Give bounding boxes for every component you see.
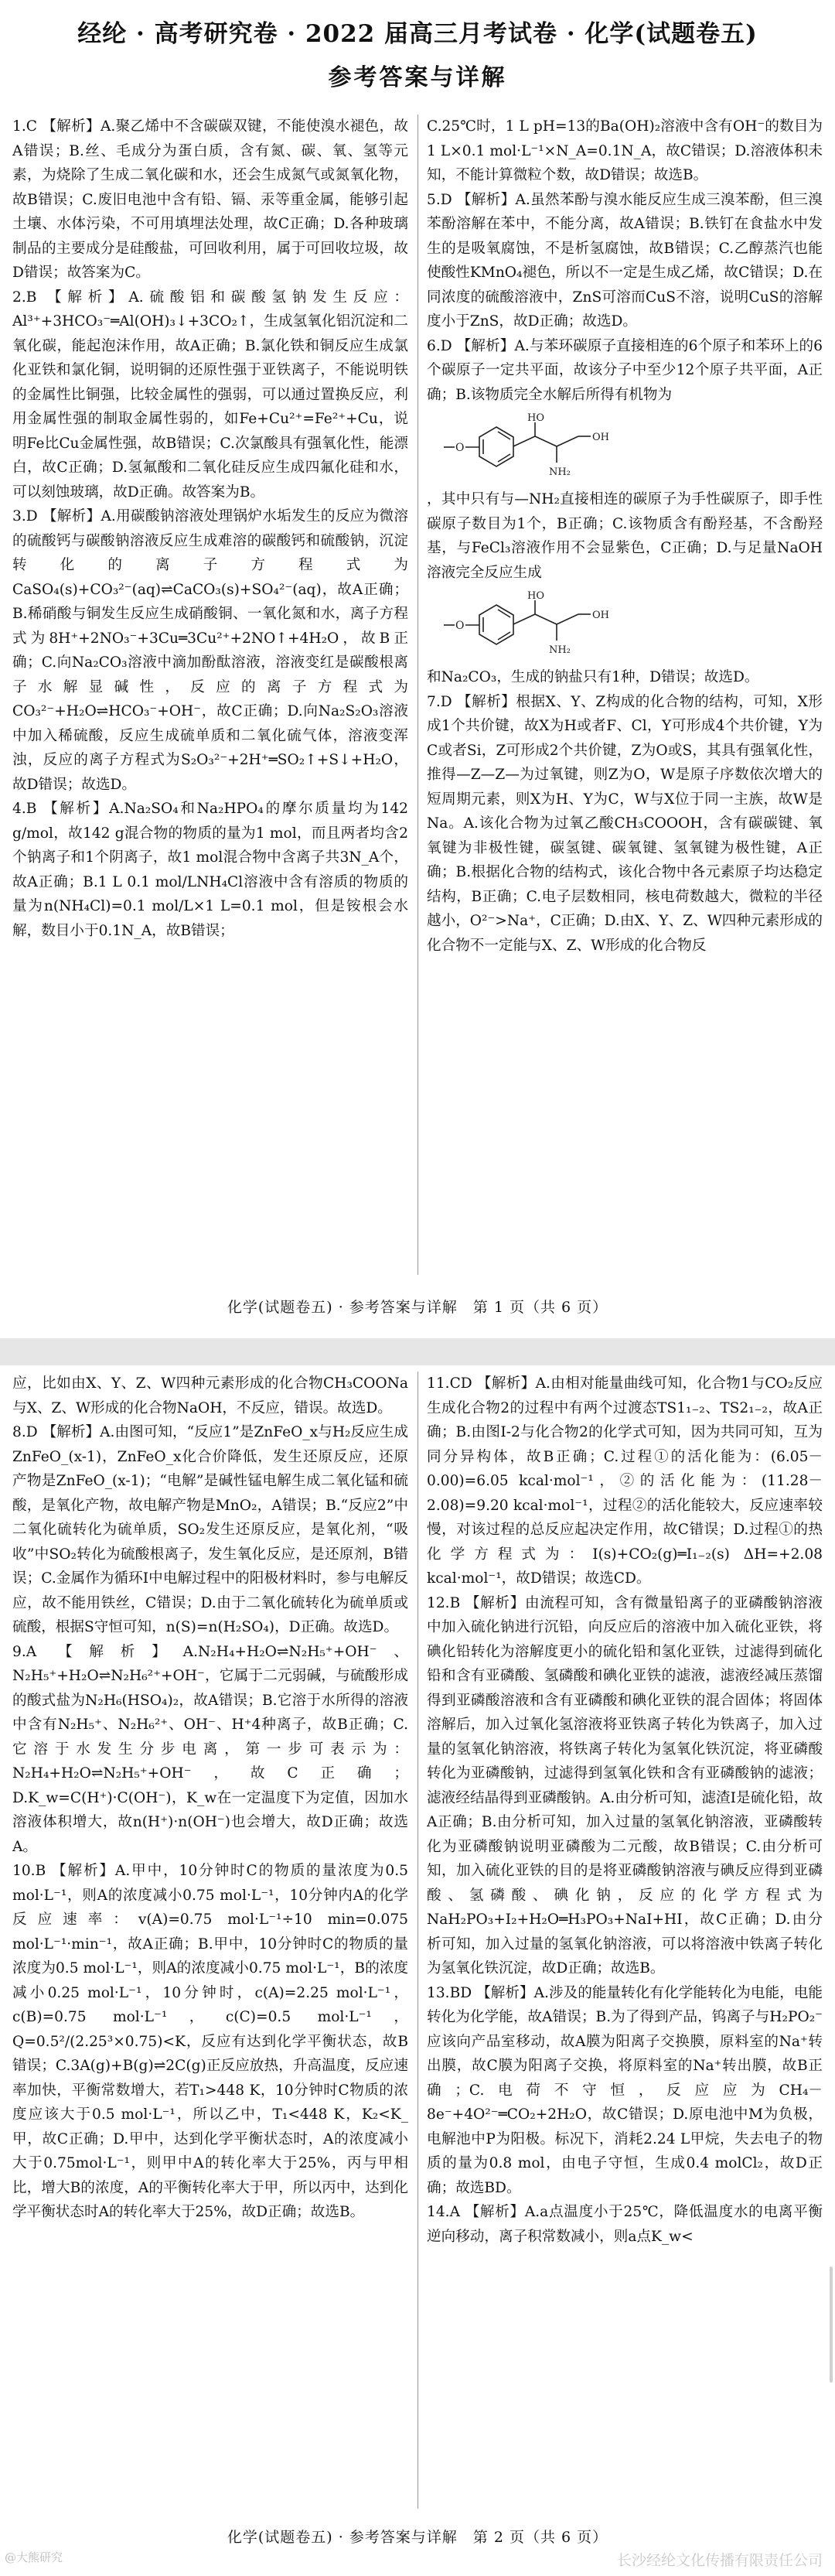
page-subtitle: 参考答案与详解 (328, 64, 507, 91)
page-header (0, 0, 835, 92)
watermark-left: @大熊研究 (5, 2550, 63, 2564)
svg-text:O: O (455, 442, 465, 454)
page-title: 经纶 · 高考研究卷 · 2022 届高三月考试卷 · 化学(试题卷五) (77, 20, 758, 48)
left-column (12, 114, 408, 1275)
answer-q2: 2.B 【解析】A.硫酸铝和碳酸氢钠发生反应：Al³⁺+3HCO₃⁻═Al(OH)₃↓+3CO₂↑，生成氢氧化铝沉淀和二氧化碳，能起泡沫作用，故A正确；B.氯化铁和铜反应生成氯化亚铁和氯化铜，说明铜的还原性强于亚铁离子，不能说明铁的金属性比铜强，比较金属性的强弱，可以通过置换反应，利用金属性强的制取金属性弱的，如Fe+Cu²⁺=Fe²⁺+Cu，说明Fe比Cu金属性强，故B错误；C.次氯酸具有强氧化性，能漂白，故C正确；D.氢氟酸和二氧化硅反应生成四氟化硅和水，可以刻蚀玻璃，故D正确。故答案为B。 (12, 289, 408, 501)
page-gap (0, 1338, 835, 1365)
page-footer: 化学(试题卷五) · 参考答案与详解 第 2 页（共 6 页） (227, 2529, 608, 2546)
answer-q4-continued: C.25℃时，1 L pH=13的Ba(OH)₂溶液中含有OH⁻的数目为1 L×0.1 mol·L⁻¹×N_A=0.1N_A，故C错误；D.溶液体积未知，不能计算微粒个数，故D错误；故选B。 (427, 118, 823, 183)
svg-text:OH: OH (592, 432, 609, 443)
answer-q14: 14.A 【解析】A.a点温度小于25℃，降低温度水的电离平衡逆向移动，离子积常数减小，则a点K_w< (427, 2204, 823, 2245)
answer-q4: 4.B 【解析】A.Na₂SO₄和Na₂HPO₄的摩尔质量均为142 g/mol，故142 g混合物的物质的量为1 mol，而且两者均含2个钠离子和1个阴离子，故1 mol混合物中含离子共3N_A个，故A正确；B.1 L 0.1 mol/LNH₄Cl溶液中含有溶质的物质的量为n(NH₄Cl)=0.1 mol/L×1 L=0.1 mol，但是铵根会水解，数目小于0.1N_A，故B错误； (12, 801, 408, 939)
answer-q7: 7.D 【解析】根据X、Y、Z构成的化合物的结构，可知，X形成1个共价键，故X为H或者F、Cl，Y可形成4个共价键，Y为C或者Si，Z可形成2个共价键，Z为O或S，其具有强氧化性，推得—Z—Z—为过氧键，则Z为O，W是原子序数依次增大的短周期元素，则X为H、Y为C，W与X位于同一主族，故W是Na。A.该化合物为过氧乙酸CH₃COOOH，含有碳碳键、氧氧键为非极性键，碳氢键、碳氧键、氢氧键为极性键，A正确；B.根据化合物的结构式，该化合物中各元素原子均达稳定结构，B正确；C.电子层数相同，核电荷数越大，微粒的半径越小，O²⁻>Na⁺，C正确；D.由X、Y、Z、W四种元素形成的化合物不一定能与X、Z、W形成的化合物反 (427, 693, 823, 954)
answer-q1: 1.C 【解析】A.聚乙烯中不含碳碳双键，不能使溴水褪色，故A错误；B.丝、毛成分为蛋白质，含有氮、碳、氧、氢等元素，为烧除了生成二氧化碳和水，还会生成氮气或氮氧化物，故B错误；C.废旧电池中含有铅、镉、汞等重金属，能够引起土壤、水体污染，不可用填埋法处理，故C正确；D.各种玻璃制品的主要成分是硅酸盐，可回收利用，属于可回收垃圾，故D错误；故答案为C。 (12, 118, 408, 281)
watermark-right: 长沙经纶文化传播有限责任公司 (616, 2552, 823, 2569)
svg-text:NH₂: NH₂ (549, 644, 571, 656)
answer-q12: 12.B 【解析】由流程可知，含有微量铅离子的亚磷酸钠溶液中加入硫化钠进行沉铅，向反应后的溶液中加入硫化亚铁，将碘化铅转化为溶解度更小的硫化铅和氢化亚铁，过滤得到硫化铅和含有亚磷酸、氢磷酸和碘化亚铁的滤液，滤液经减压蒸馏得到亚磷酸溶液和含有亚磷酸和碘化亚铁的混合固体；将固体溶解后，加入过氧化氢溶液将亚铁离子转化为铁离子，加入过量的氢氧化钠溶液，将铁离子转化为氢氧化铁沉淀，将亚磷酸转化为亚磷酸钠，过滤得到氢氧化铁和含有亚磷酸钠的滤液；滤液经结晶得到亚磷酸钠。A.由分析可知，滤渣I是硫化铅，故A正确；B.由分析可知，加入过量的氢氧化钠溶液，亚磷酸转化为亚磷酸钠说明亚磷酸为二元酸，故B错误；C.由分析可知，加入硫化亚铁的目的是将亚磷酸钠溶液与碘反应得到亚磷酸、氢磷酸、碘化钠，反应的化学方程式为NaH₂PO₃+I₂+H₂O═H₃PO₃+NaI+HI，故C正确；D.由分析可知，加入过量的氢氧化钠溶液，可以将溶液中铁离子转化为氢氧化铁沉淀，故D正确；故选B。 (427, 1594, 823, 1976)
answer-q7-continued: 应，比如由X、Y、Z、W四种元素形成的化合物CH₃COONa与X、Z、W形成的化合物NaOH，不反应，错误。故选D。 (12, 1375, 408, 1416)
scrollbar-thumb[interactable] (830, 2267, 833, 2383)
right-column (427, 114, 823, 1275)
svg-text:OH: OH (592, 610, 609, 621)
left-column (12, 1372, 408, 2509)
two-column-body (12, 1372, 823, 2509)
answer-q6-part-b: ，其中只有与—NH₂直接相连的碳原子为手性碳原子，即手性碳原子数目为1个，B正确；C.该物质含有酚羟基，不含酚羟基，与FeCl₃溶液作用不会显紫色，C正确；D.与足量NaOH溶液完全反应生成 (427, 491, 823, 581)
answer-q5: 5.D 【解析】A.虽然苯酚与溴水能反应生成三溴苯酚，但三溴苯酚溶解在苯中，不能分离，故A错误；B.铁钉在食盐水中发生的是吸氧腐蚀，不是析氢腐蚀，故B错误；C.乙醇蒸汽也能使酸性KMnO₄褪色，所以不一定是生成乙烯，故C错误；D.在同浓度的硫酸溶液中，ZnS可溶而CuS不溶，说明CuS的溶解度小于ZnS，故D正确；故选D。 (427, 191, 823, 330)
page-footer: 化学(试题卷五) · 参考答案与详解 第 1 页（共 6 页） (227, 1299, 608, 1316)
answer-q11: 11.CD 【解析】A.由相对能量曲线可知，化合物1与CO₂反应生成化合物2的过程中有两个过渡态TS1₁₋₂、TS2₁₋₂，故A正确；B.由图I-2与化合物2的化学式可知，因为共同可知，互为同分异构体，故B正确；C.过程①的活化能为：(6.05－0.00)=6.05 kcal·mol⁻¹，②的活化能为：(11.28－2.08)=9.20 kcal·mol⁻¹，过程②的活化能较大，反应速率较慢，对该过程的总反应起决定作用，故C错误；D.过程①的热化学方程式为：I(s)+CO₂(g)═I₁₋₂(s) ΔH=+2.08 kcal·mol⁻¹，故D错误；故选CD。 (427, 1375, 823, 1587)
right-column (427, 1372, 823, 2509)
two-column-body (12, 114, 823, 1275)
answer-q13: 13.BD 【解析】A.涉及的能量转化有化学能转化为电能，电能转化为化学能，故A错误；B.为了得到产品，钨离子与H₂PO₂⁻应该向产品室移动，故A膜为阳离子交换膜，原料室的Na⁺转出膜，故C膜为阳离子交换，将原料室的Na⁺转出膜，故B正确；C.电荷不守恒，反应应为CH₄－8e⁻+4O²⁻═CO₂+2H₂O，故C错误；D.原电池中M为负极，电解池中P为阳极。标况下，消耗2.24 L甲烷，失去电子的物质的量为0.8 mol，由电子守恒，生成0.4 molCl₂，故D正确；故选BD。 (427, 1984, 823, 2196)
svg-text:HO: HO (527, 412, 544, 424)
svg-text:HO: HO (527, 590, 544, 602)
answer-q3: 3.D 【解析】A.用碳酸钠溶液处理锅炉水垢发生的反应为微溶的硫酸钙与碳酸钠溶液反应生成难溶的碳酸钙和硫酸钠，沉淀转化的离子方程式为CaSO₄(s)+CO₃²⁻(aq)⇌CaCO₃(s)+SO₄²⁻(aq)，故A正确；B.稀硝酸与铜发生反应生成硝酸铜、一氧化氮和水，离子方程式为8H⁺+2NO₃⁻+3Cu═3Cu²⁺+2NO↑+4H₂O，故B正确；C.向Na₂CO₃溶液中滴加酚酞溶液，溶液变红是碳酸根离子水解显碱性，反应的离子方程式为CO₃²⁻+H₂O⇌HCO₃⁻+OH⁻，故C正确；D.向Na₂S₂O₃溶液中加入稀硫酸，反应生成硫单质和二氧化硫气体，溶液变浑浊，反应的离子方程式为S₂O₃²⁻+2H⁺═SO₂↑+S↓+H₂O，故D错误；故选D。 (12, 508, 408, 793)
hydrolysis-product-structure (427, 412, 823, 483)
answer-q8: 8.D 【解析】A.由图可知，“反应1”是ZnFeO_x与H₂反应生成ZnFeO_(x-1)，ZnFeO_x化合价降低，发生还原反应，还原产物是ZnFeO_(x-1)；“电解”是碱性锰电解生成二氧化锰和硫酸，是氧化产物，故电解产物是MnO₂，A错误；B.“反应2”中二氧化硫转化为硫单质，SO₂发生还原反应，是氧化剂，“吸收”中SO₂转化为硫酸根离子，发生氧化反应，是还原剂，B错误；C.金属作为循环I中电解过程中的阳极材料时，参与电解反应，故不能用铁丝，C错误；D.由于二氧化硫转化为硫单质或硫酸，根据S守恒可知，n(S)=n(H₂SO₄)，D正确。故选D。 (12, 1424, 408, 1635)
answer-q9: 9.A 【解析】A.N₂H₄+H₂O⇌N₂H₅⁺+OH⁻、N₂H₅⁺+H₂O⇌N₂H₆²⁺+OH⁻，它属于二元弱碱，与硫酸形成的酸式盐为N₂H₆(HSO₄)₂，故A错误；B.它溶于水所得的溶液中含有N₂H₅⁺、N₂H₆²⁺、OH⁻、H⁺4种离子，故B正确；C.它溶于水发生分步电离，第一步可表示为：N₂H₄+H₂O⇌N₂H₅⁺+OH⁻，故C正确；D.K_w=C(H⁺)·C(OH⁻)，K_w在一定温度下为定值，因加水溶液体积增大，故n(H⁺)·n(OH⁻)也会增大，故D正确；故选A。 (12, 1643, 408, 1855)
answer-q6-part-a: 6.D 【解析】A.与苯环碳原子直接相连的6个原子和苯环上的6个碳原子一定共平面，故该分子中至少12个原子共平面，A正确；B.该物质完全水解后所得有机物为 (427, 337, 823, 403)
sodium-salt-structure (427, 589, 823, 661)
answer-q10: 10.B 【解析】A.甲中，10分钟时C的物质的量浓度为0.5 mol·L⁻¹，则A的浓度减小0.75 mol·L⁻¹，10分钟内A的化学反应速率：v(A)=0.75 mol·L⁻¹÷10 min=0.075 mol·L⁻¹·min⁻¹，故A正确；B.甲中，10分钟时C的物质的量浓度为0.5 mol·L⁻¹，则A的浓度减小0.75 mol·L⁻¹，B的浓度减小0.25 mol·L⁻¹，10分钟时，c(A)=2.25 mol·L⁻¹，c(B)=0.75 mol·L⁻¹，c(C)=0.5 mol·L⁻¹，Q=0.5²/(2.25³×0.75)<K，反应有达到化学平衡状态，故B错误；C.3A(g)+B(g)⇌2C(g)正反应放热，升高温度，反应速率加快，平衡常数增大，若T₁>448 K，10分钟时C物质的浓度应该大于0.5 mol·L⁻¹，所以乙中，T₁<448 K，K₂<K_甲，故C正确；D.甲中，达到化学平衡状态时，A的浓度减小大于0.75mol·L⁻¹，则甲中A的转化率大于25%，丙与甲相比，增大B的浓度，A的平衡转化率大于甲，所以丙中，达到化学平衡状态时A的转化率大于25%，故D正确；故选B。 (12, 1863, 408, 2220)
svg-text:O: O (455, 620, 465, 632)
answer-page-2 (0, 1365, 835, 2576)
svg-text:NH₂: NH₂ (549, 466, 571, 478)
answer-q6-part-c: 和Na₂CO₃，生成的钠盐只有1种，D错误；故选D。 (427, 669, 759, 685)
